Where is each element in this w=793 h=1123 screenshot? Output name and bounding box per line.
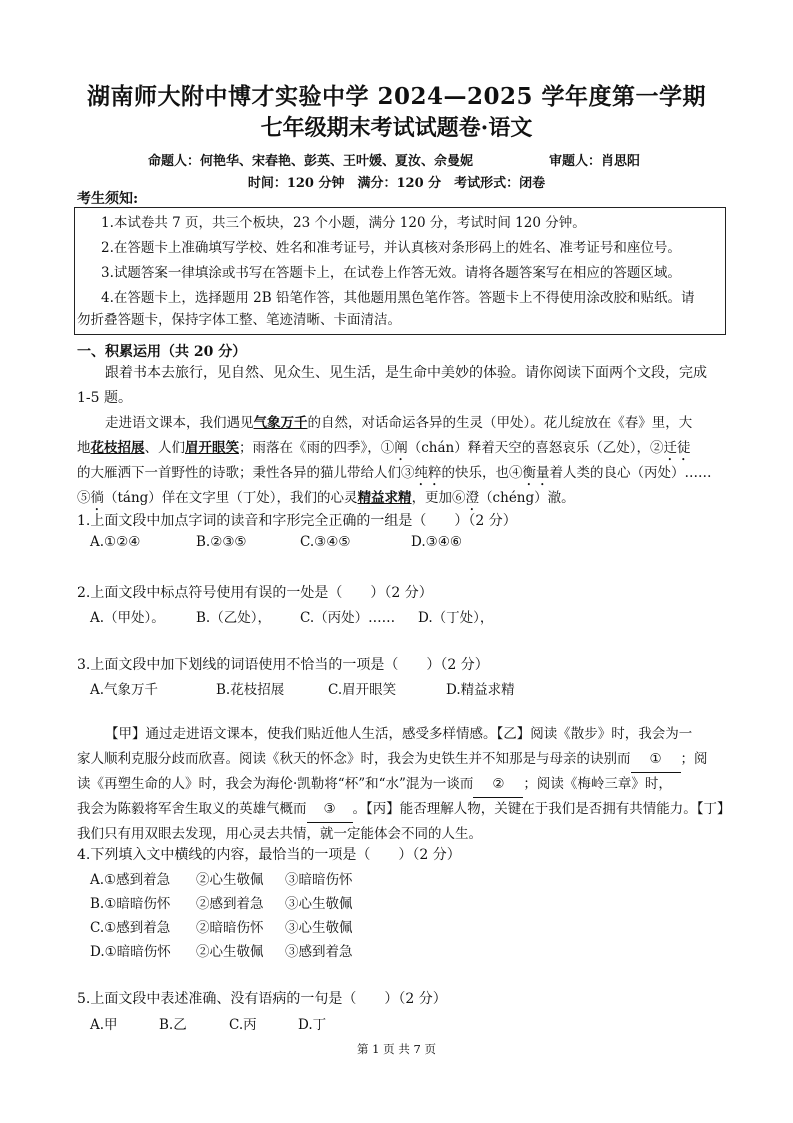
q4-option-c2: ②暗暗伤怀 [196, 920, 264, 936]
reviewer: 审题人：肖思阳 [549, 154, 641, 169]
dotted-char: 迁徒 [663, 440, 691, 456]
q3-option-d: D.精益求精 [446, 682, 515, 698]
blank-2: ② [473, 772, 523, 798]
page-number: 第 1 页 共 7 页 [357, 1042, 436, 1056]
underlined-term: 精益求精 [357, 490, 412, 506]
notice-item: 勿折叠答题卡，保持字体工整、笔迹清晰、卡面清洁。 [77, 312, 401, 328]
passage2-line: 我们只有用双眼去发现，用心灵去共情，就一定能体会不同的人生。 [77, 826, 482, 842]
passage1-line: 的大雁洒下一首野性的诗歌；秉性各异的猫儿带给人们③纯粹的快乐，也④衡量着人类的良心（丙处）…… [77, 465, 712, 481]
question-2: 2.上面文段中标点符号使用有误的一处是（ ）（2 分） [77, 585, 433, 601]
authors: 命题人：何艳华、宋春艳、彭英、王叶媛、夏汝、佘曼妮 [148, 154, 474, 169]
notice-item: 4.在答题卡上，选择题用 2B 铅笔作答，其他题用黑色笔作答。答题卡上不得使用涂改胶和贴纸。请 [101, 290, 695, 306]
notice-item: 1.本试卷共 7 页，共三个板块，23 个小题，满分 120 分，考试时间 120 分钟。 [101, 215, 586, 231]
q3-option-a: A.气象万千 [90, 682, 159, 698]
dotted-char: 徜 [90, 490, 104, 506]
blank-1: ① [631, 747, 681, 773]
q4-option-b3: ③心生敬佩 [285, 896, 353, 912]
passage2-line: 读《再塑生命的人》时，我会为海伦·凯勒将“杯”和“水”混为一谈而 ② ；阅读《梅岭三章》时， [77, 772, 725, 798]
q1-option-a: A.①②④ [90, 534, 141, 550]
q5-option-c: C.丙 [229, 1017, 257, 1033]
notice-label: 考生须知: [77, 191, 139, 207]
exam-subtitle: 七年级期末考试试题卷·语文 [260, 115, 533, 141]
question-1: 1.上面文段中加点字词的读音和字形完全正确的一组是（ ）（2 分） [77, 513, 517, 529]
q3-option-c: C.眉开眼笑 [328, 682, 397, 698]
passage2-line: 我会为陈毅将军舍生取义的英雄气概而 ③ 。【丙】能否理解人物，关键在于我们是否拥有共情能力。【丁】 [77, 797, 725, 823]
exam-title: 湖南师大附中博才实验中学 2024—2025 学年度第一学期 [86, 83, 707, 110]
notice-box [74, 207, 726, 335]
passage2-line: 【甲】通过走进语文课本，使我们贴近他人生活，感受多样情感。【乙】阅读《散步》时，我会为一 [105, 726, 693, 742]
passage2-line: 家人顺利克服分歧而欣喜。阅读《秋天的怀念》时，我会为史铁生并不知那是与母亲的诀别而 ① ；阅 [77, 747, 725, 773]
q4-option-b2: ②感到着急 [196, 896, 264, 912]
q5-option-d: D.丁 [298, 1017, 327, 1033]
q4-option-a3: ③暗暗伤怀 [285, 872, 353, 888]
notice-item: 3.试题答案一律填涂或书写在答题卡上，在试卷上作答无效。请将各题答案写在相应的答题区域。 [101, 265, 681, 281]
question-4: 4.下列填入文中横线的内容，最恰当的一项是（ ）（2 分） [77, 847, 461, 863]
q1-option-c: C.③④⑤ [300, 534, 351, 550]
dotted-char: 澄 [465, 490, 480, 506]
dotted-char: 阐 [394, 440, 408, 456]
passage1-line: 走进语文课本，我们遇见气象万千的自然，对话命运各异的生灵（甲处）。花儿绽放在《春》里，大 [105, 415, 693, 431]
blank-3: ③ [307, 797, 353, 823]
underlined-term: 气象万千 [253, 415, 308, 431]
q2-option-a: A.（甲处）。 [90, 610, 165, 626]
q1-option-b: B.②③⑤ [196, 534, 247, 550]
q4-option-a1: A.①感到着急 [90, 872, 171, 888]
q2-option-d: D.（丁处）， [418, 610, 494, 626]
q1-option-d: D.③④⑥ [411, 534, 462, 550]
underlined-term: 花枝招展 [90, 440, 145, 456]
q4-option-b1: B.①暗暗伤怀 [90, 896, 171, 912]
q5-option-b: B.乙 [159, 1017, 187, 1033]
q4-option-c1: C.①感到着急 [90, 920, 171, 936]
passage1-line: 地花枝招展、人们眉开眼笑；雨落在《雨的四季》，①阐（chán）释着天空的喜怒哀乐（乙处），②迁徒 [77, 440, 691, 456]
section-intro: 跟着书本去旅行，见自然、见众生、见生活，是生命中美妙的体验。请你阅读下面两个文段，完成 1-5 题。 [77, 365, 707, 406]
q4-option-c3: ③心生敬佩 [285, 920, 353, 936]
question-5: 5.上面文段中表述准确、没有语病的一句是（ ）（2 分） [77, 991, 447, 1007]
q4-option-a2: ②心生敬佩 [196, 872, 264, 888]
q4-option-d3: ③感到着急 [285, 944, 353, 960]
q2-option-b: B.（乙处）， [196, 610, 271, 626]
q4-option-d2: ②心生敬佩 [196, 944, 264, 960]
q4-option-d1: D.①暗暗伤怀 [90, 944, 171, 960]
passage1-line: ⑤徜（táng）佯在文字里（丁处），我们的心灵精益求精，更加⑥澄（chéng）澈。 [77, 490, 575, 506]
dotted-char: 衡量 [522, 465, 550, 481]
exam-info: 时间：120 分钟 满分：120 分 考试形式：闭卷 [247, 176, 546, 191]
question-3: 3.上面文段中加下划线的词语使用不恰当的一项是（ ）（2 分） [77, 657, 489, 673]
section-heading: 一、积累运用（共 20 分） [77, 344, 247, 360]
dotted-char: 纯粹 [414, 465, 442, 481]
q5-option-a: A.甲 [90, 1017, 118, 1033]
underlined-term: 眉开眼笑 [185, 440, 239, 456]
q2-option-c: C.（丙处）…… [300, 610, 396, 626]
notice-item: 2.在答题卡上准确填写学校、姓名和准考证号，并认真核对条形码上的姓名、准考证号和座位号。 [101, 240, 681, 256]
q3-option-b: B.花枝招展 [216, 682, 285, 698]
